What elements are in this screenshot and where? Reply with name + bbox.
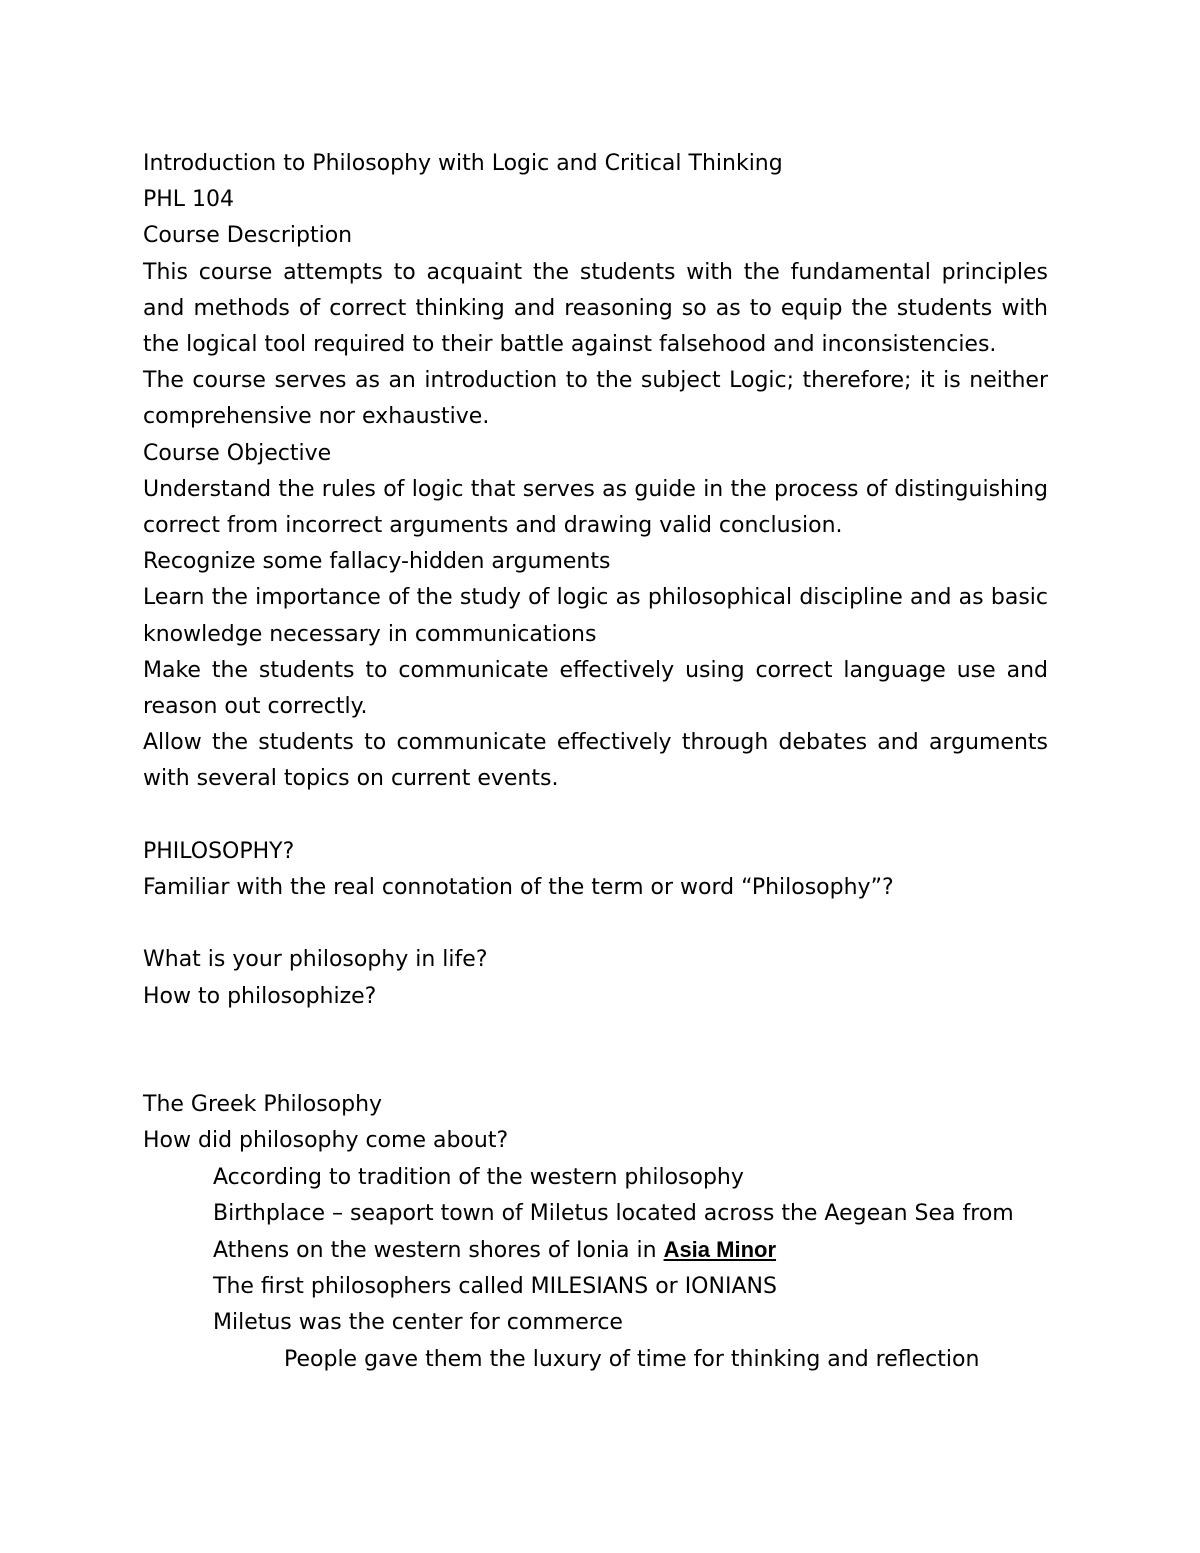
- course-code: PHL 104: [143, 187, 235, 213]
- greek-point-birthplace-line2: [213, 1232, 1048, 1269]
- birthplace-text: Athens on the western shores of Ionia in: [213, 1238, 664, 1264]
- greek-point-commerce: Miletus was the center for commerce: [213, 1310, 623, 1336]
- question-how-to-philosophize: How to philosophize?: [143, 983, 377, 1009]
- spacer: [143, 798, 1048, 834]
- greek-point-first-philosophers: The first philosophers called MILESIANS or IONIANS: [213, 1274, 777, 1300]
- course-description-heading: Course Description: [143, 223, 353, 249]
- objective-item: Learn the importance of the study of logic as philosophical discipline and as basic knowledge necessary in communications: [143, 585, 1048, 647]
- asia-minor-link[interactable]: Asia Minor: [663, 1237, 777, 1263]
- spacer: [143, 1015, 1048, 1087]
- greek-subpoint-luxury: People gave them the luxury of time for thinking and reflection: [284, 1346, 980, 1372]
- greek-point-tradition: According to tradition of the western philosophy: [213, 1164, 744, 1190]
- course-description-paragraph-2: The course serves as an introduction to the subject Logic; therefore; it is neither comprehensive nor exhaustive.: [143, 368, 1048, 430]
- spacer: [143, 906, 1048, 942]
- course-description-paragraph-1: This course attempts to acquaint the students with the fundamental principles and methods of correct thinking and reasoning so as to equip the students with the logical tool required to their battle against falsehood and inconsistencies.: [143, 259, 1048, 358]
- objective-item: Recognize some fallacy-hidden arguments: [143, 549, 611, 575]
- objective-item: Understand the rules of logic that serves as guide in the process of distinguishing correct from incorrect arguments and drawing valid conclusion.: [143, 476, 1048, 539]
- greek-philosophy-question: How did philosophy come about?: [143, 1128, 509, 1154]
- objective-item: Make the students to communicate effectively using correct language use and reason out correctly.: [143, 657, 1048, 720]
- greek-philosophy-heading: The Greek Philosophy: [143, 1092, 383, 1118]
- question-philosophy-in-life: What is your philosophy in life?: [143, 947, 488, 973]
- philosophy-question: Familiar with the real connotation of the term or word “Philosophy”?: [143, 875, 894, 901]
- objective-item: Allow the students to communicate effectively through debates and arguments with several topics on current events.: [143, 730, 1048, 792]
- document-title: Introduction to Philosophy with Logic and Critical Thinking: [143, 151, 783, 176]
- document-body: [143, 146, 1048, 1378]
- course-objective-heading: Course Objective: [143, 440, 332, 466]
- philosophy-heading: PHILOSOPHY?: [143, 838, 295, 864]
- greek-point-birthplace-line1: Birthplace – seaport town of Miletus located across the Aegean Sea from: [213, 1200, 1014, 1226]
